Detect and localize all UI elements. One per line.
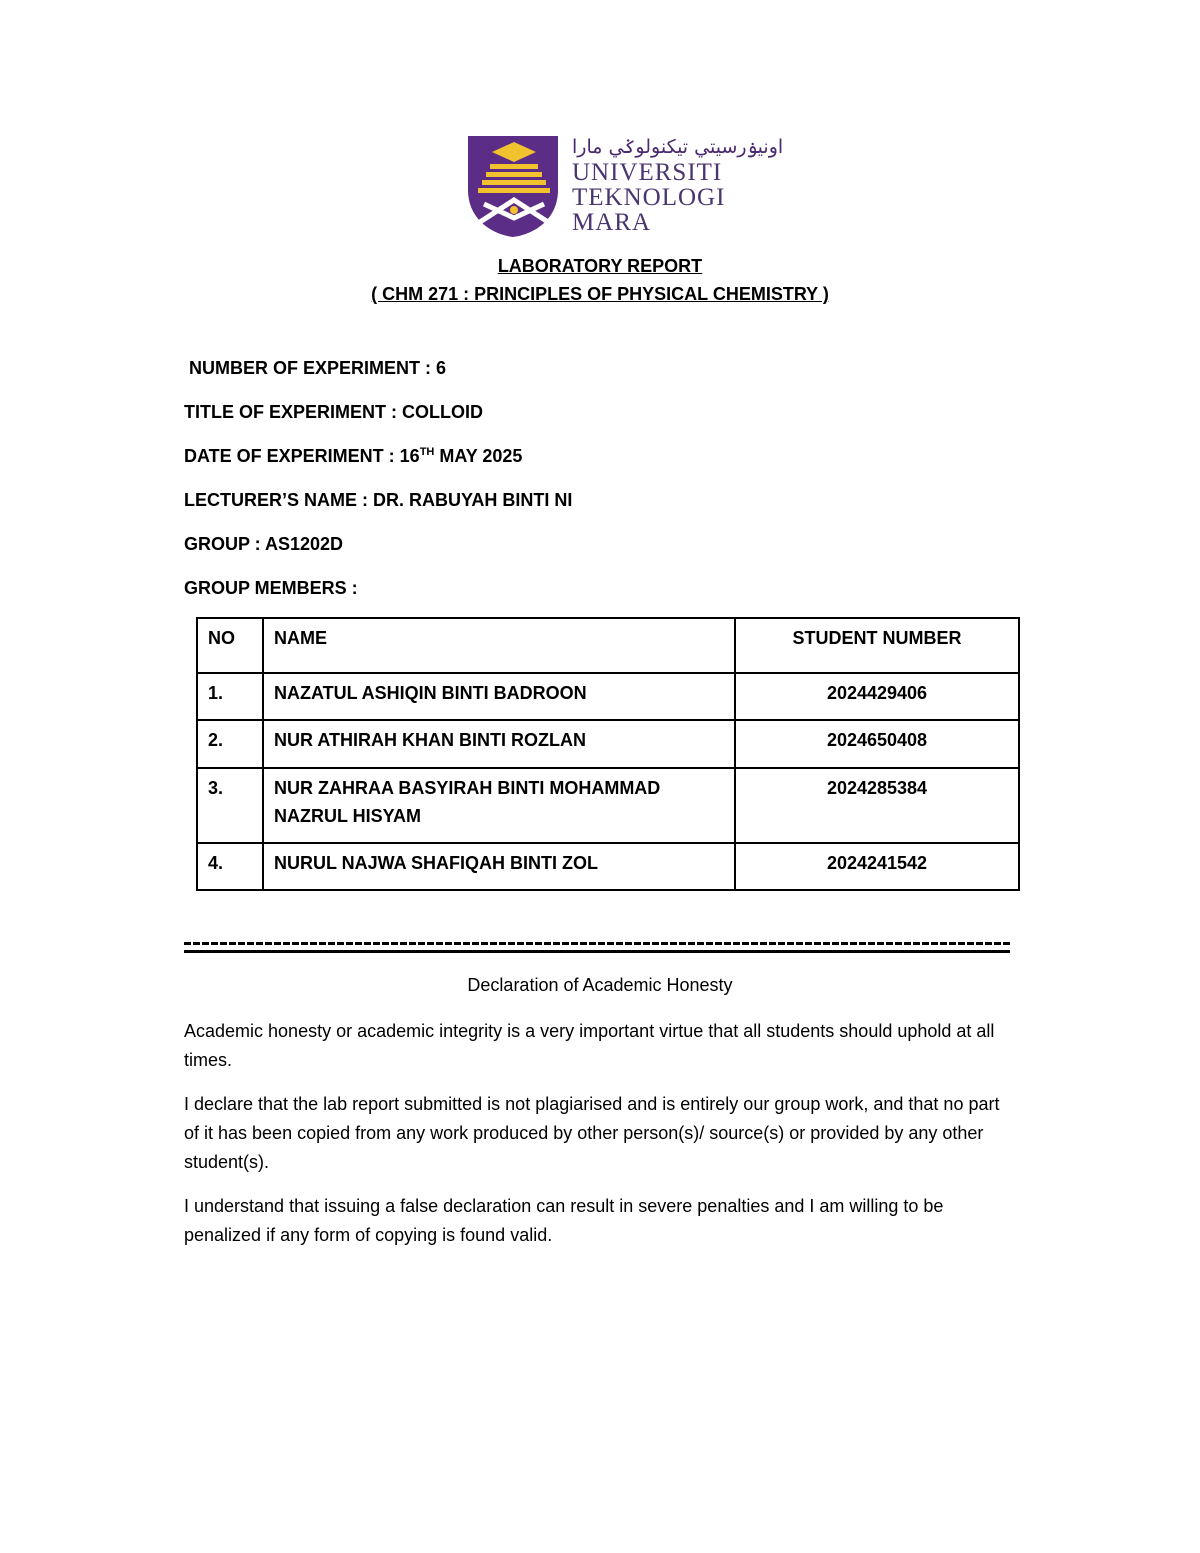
uitm-crest-icon xyxy=(466,134,562,238)
cell-student-number: 2024285384 xyxy=(735,768,1019,843)
cell-student-number: 2024650408 xyxy=(735,720,1019,768)
cell-name: NAZATUL ASHIQIN BINTI BADROON xyxy=(263,673,735,720)
declaration-title: Declaration of Academic Honesty xyxy=(467,975,733,995)
table-row xyxy=(197,720,1019,768)
cell-name: NUR ATHIRAH KHAN BINTI ROZLAN xyxy=(263,720,735,768)
logo-arabic-text: اونيۏرسيتي تيكنولوݢي مارا xyxy=(572,136,784,158)
cell-no: 4. xyxy=(197,843,263,890)
course-title: ( CHM 271 : PRINCIPLES OF PHYSICAL CHEMISTRY ) xyxy=(371,284,829,304)
dashed-rule xyxy=(184,942,1010,945)
date-suffix: MAY 2025 xyxy=(434,446,523,466)
cell-no: 1. xyxy=(197,673,263,720)
cell-name: NUR ZAHRAA BASYIRAH BINTI MOHAMMAD NAZRUL HISYAM xyxy=(263,768,735,843)
declaration-paragraph: I declare that the lab report submitted is not plagiarised and is entirely our group work, and that no part of it has been copied from any work produced by other person(s)/ source(s) or provided by any other student(s). xyxy=(184,1094,1000,1172)
header-student-number: STUDENT NUMBER xyxy=(735,618,1019,673)
logo-wordmark xyxy=(572,134,784,236)
cell-student-number: 2024241542 xyxy=(735,843,1019,890)
logo-line-universiti: UNIVERSITI xyxy=(572,159,723,186)
table-row xyxy=(197,843,1019,890)
group-code: GROUP : AS1202D xyxy=(184,534,344,554)
table-row xyxy=(197,673,1019,720)
logo-line-teknologi: TEKNOLOGI xyxy=(572,184,726,211)
table-row xyxy=(197,768,1019,843)
declaration-paragraph: Academic honesty or academic integrity is a very important virtue that all students should uphold at all times. xyxy=(184,1021,995,1070)
date-superscript: TH xyxy=(419,446,435,458)
university-logo xyxy=(466,134,784,238)
lecturer-name: LECTURER’S NAME : DR. RABUYAH BINTI NI xyxy=(184,490,573,510)
experiment-number: NUMBER OF EXPERIMENT : 6 xyxy=(189,358,447,378)
cell-no: 3. xyxy=(197,768,263,843)
section-divider xyxy=(184,940,1010,956)
solid-rule xyxy=(184,950,1010,953)
cell-name: NURUL NAJWA SHAFIQAH BINTI ZOL xyxy=(263,843,735,890)
logo-line-mara: MARA xyxy=(572,209,652,236)
cell-no: 2. xyxy=(197,720,263,768)
header-no: NO xyxy=(197,618,263,673)
group-members-table xyxy=(196,617,1020,891)
experiment-date xyxy=(184,446,522,467)
date-prefix: DATE OF EXPERIMENT : 16 xyxy=(184,446,420,466)
declaration-paragraph: I understand that issuing a false declaration can result in severe penalties and I am willing to be penalized if any form of copying is found valid. xyxy=(184,1196,944,1245)
cell-student-number: 2024429406 xyxy=(735,673,1019,720)
experiment-title: TITLE OF EXPERIMENT : COLLOID xyxy=(184,402,483,422)
report-title: LABORATORY REPORT xyxy=(497,256,703,276)
table-header-row xyxy=(197,618,1019,673)
header-name: NAME xyxy=(263,618,735,673)
group-members-label: GROUP MEMBERS : xyxy=(184,578,358,598)
